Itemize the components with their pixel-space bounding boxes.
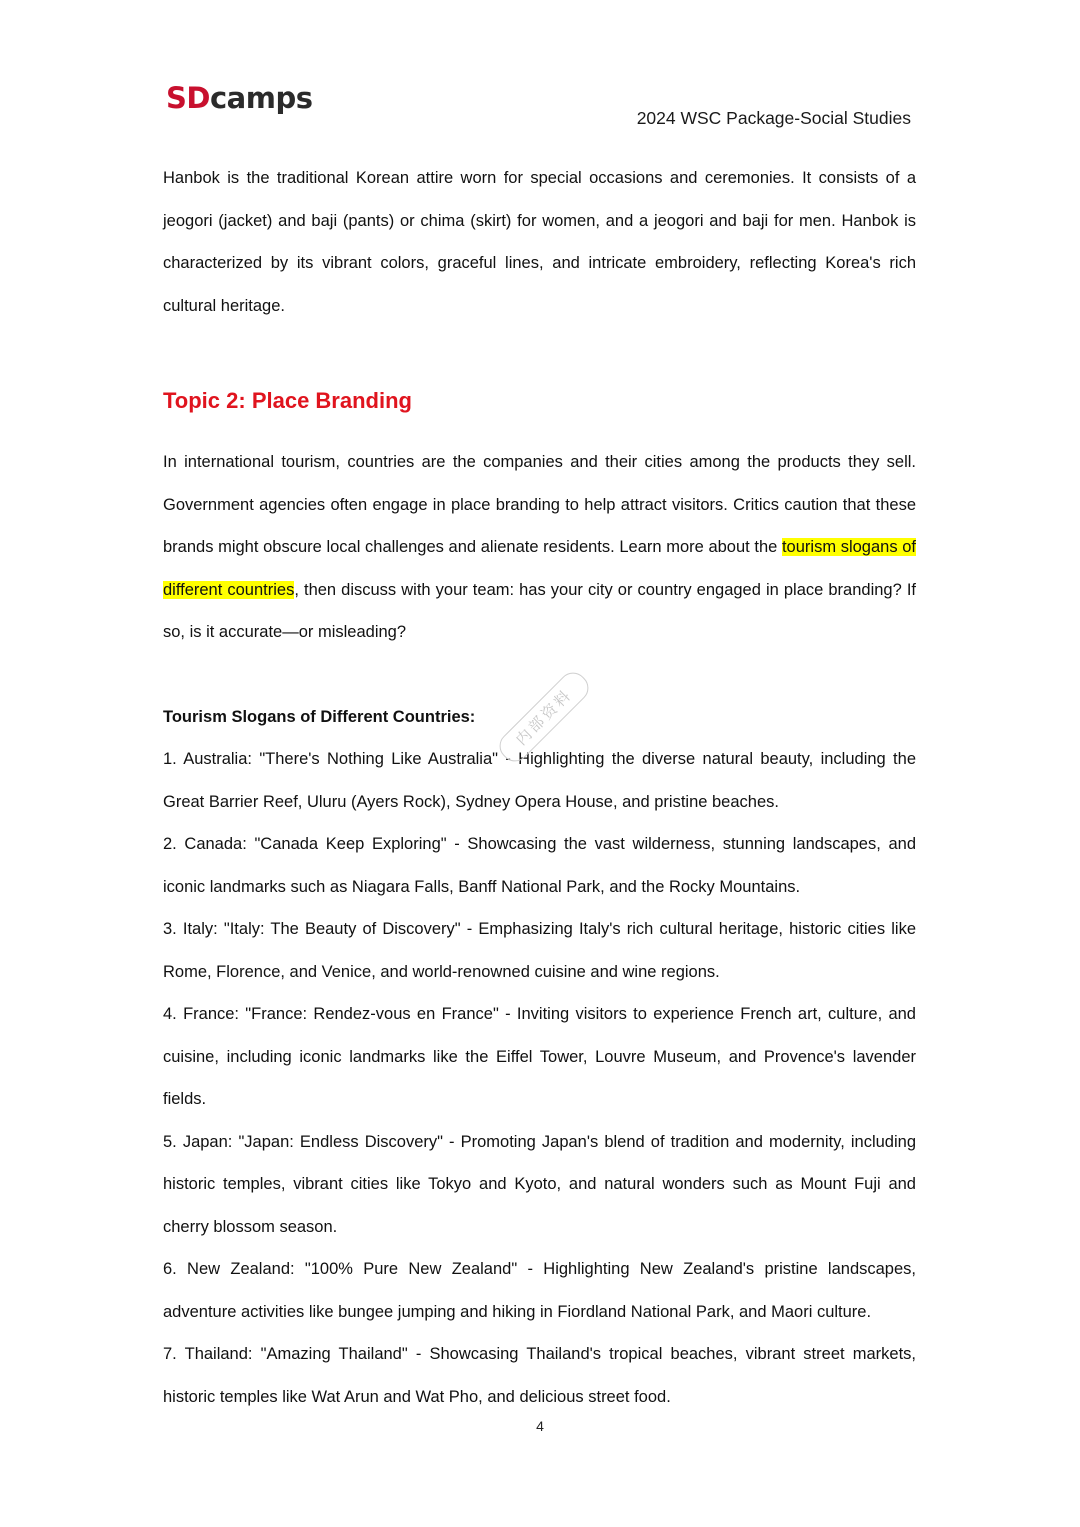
hanbok-paragraph: Hanbok is the traditional Korean attire worn for special occasions and ceremonies. It consists of a jeogori (jacket) and baji (pants) or chima (skirt) for women, and a jeogori and baji for men. Hanbok is characterized by its vibrant colors, graceful lines, and intricate embroidery, reflecting Korea's rich cultural heritage.: [163, 169, 916, 315]
document-header-title: 2024 WSC Package-Social Studies: [636, 108, 911, 128]
sdcamps-logo: [166, 81, 313, 115]
slogan-item-australia: 1. Australia: "There's Nothing Like Australia" - Highlighting the diverse natural beauty, including the Great Barrier Reef, Uluru (Ayers Rock), Sydney Opera House, and pristine beaches.: [163, 750, 916, 811]
slogan-item-canada: 2. Canada: "Canada Keep Exploring" - Showcasing the vast wilderness, stunning landscapes, and iconic landmarks such as Niagara Falls, Banff National Park, and the Rocky Mountains.: [163, 835, 916, 896]
logo-camps: camps: [209, 81, 313, 115]
topic-heading: Topic 2: Place Branding: [163, 388, 412, 413]
logo-sd: SD: [166, 81, 210, 115]
slogan-item-japan: 5. Japan: "Japan: Endless Discovery" - Promoting Japan's blend of tradition and modernity, including historic temples, vibrant cities like Tokyo and Kyoto, and natural wonders such as Mount Fuji and cherry blossom season.: [163, 1132, 916, 1236]
internal-material-watermark: 内部资料: [494, 667, 594, 767]
page-number: 4: [536, 1418, 544, 1434]
slogans-list-title: Tourism Slogans of Different Countries:: [163, 707, 476, 726]
slogan-item-italy: 3. Italy: "Italy: The Beauty of Discovery" - Emphasizing Italy's rich cultural heritage, historic cities like Rome, Florence, and Venice, and world-renowned cuisine and wine regions.: [163, 920, 916, 981]
slogan-item-france: 4. France: "France: Rendez-vous en France" - Inviting visitors to experience French art, culture, and cuisine, including iconic landmarks like the Eiffel Tower, Louvre Museum, and Provence's lavender fields.: [163, 1005, 916, 1108]
highlighted-link-text[interactable]: tourism slogans of different countries: [163, 538, 916, 599]
slogan-item-thailand: 7. Thailand: "Amazing Thailand" - Showcasing Thailand's tropical beaches, vibrant street markets, historic temples like Wat Arun and Wat Pho, and delicious street food.: [163, 1345, 916, 1406]
slogan-item-new-zealand: 6. New Zealand: "100% Pure New Zealand" - Highlighting New Zealand's pristine landscapes, adventure activities like bungee jumping and hiking in Fiordland National Park, and Maori culture.: [163, 1260, 916, 1321]
page-content: [163, 157, 916, 1418]
topic-paragraph-part-1: In international tourism, countries are the companies and their cities among the products they sell. Government agencies often engage in place branding to help attract visitors. Critics caution that these brands might obscure local challenges and alienate residents. Learn more about the: [163, 453, 916, 556]
topic-paragraph-part-2: , then discuss with your team: has your city or country engaged in place branding? If so, is it accurate—or misleading?: [163, 580, 916, 641]
topic-paragraph: [163, 441, 916, 654]
